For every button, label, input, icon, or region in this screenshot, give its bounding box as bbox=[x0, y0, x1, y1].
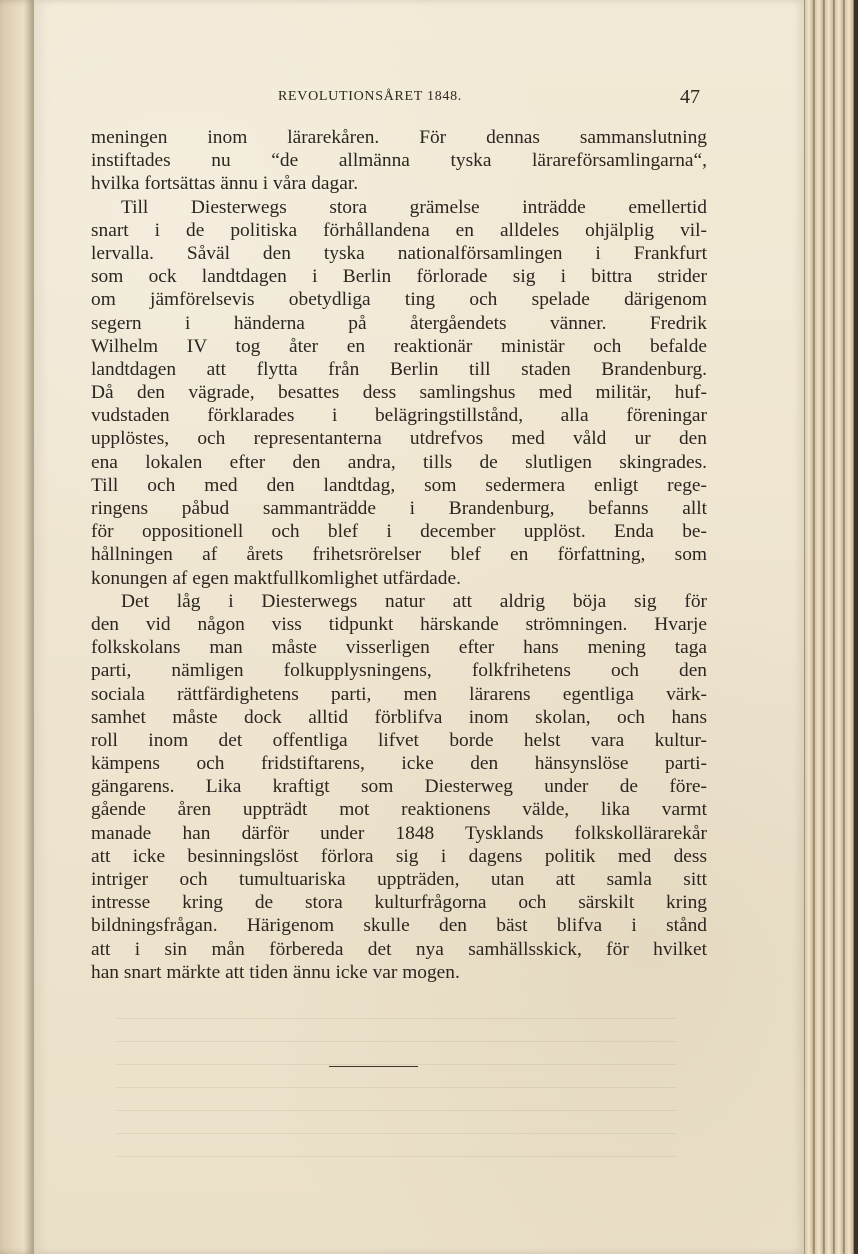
text-line: att i sin mån förbereda det nya samhällsskick, för hvilket bbox=[91, 938, 707, 960]
text-line: parti, nämligen folkupplysningens, folkfrihetens och den bbox=[91, 660, 707, 682]
text-line: konungen af egen maktfullkomlighet utfärdade. bbox=[91, 567, 461, 589]
text-line: roll inom det offentliga lifvet borde helst vara kultur- bbox=[91, 729, 707, 751]
text-line: kämpens och fridstiftarens, icke den hänsynslöse parti- bbox=[91, 753, 707, 775]
text-line: den vid någon viss tidpunkt härskande strömningen. Hvarje bbox=[91, 613, 707, 635]
text-line: hvilka fortsättas ännu i våra dagar. bbox=[91, 173, 359, 195]
page-number: 47 bbox=[680, 86, 700, 108]
left-page-edge bbox=[0, 0, 34, 1254]
show-through-text bbox=[116, 1000, 676, 1160]
text-line: folkskolans man måste visserligen efter hans mening taga bbox=[91, 637, 707, 659]
text-line: instiftades nu “de allmänna tyska lärareförsamlingarna“, bbox=[91, 150, 707, 172]
text-line: vudstaden förklarades i belägringstillstånd, alla föreningar bbox=[91, 405, 707, 427]
running-head: REVOLUTIONSÅRET 1848. bbox=[278, 89, 462, 104]
text-line: ringens påbud sammanträdde i Brandenburg, befanns allt bbox=[91, 498, 707, 519]
text-line: manade han därför under 1848 Tysklands folkskollärarekår bbox=[91, 822, 707, 844]
text-line: intresse kring de stora kulturfrågorna och särskilt kring bbox=[91, 892, 707, 914]
page-edge bbox=[824, 0, 834, 1254]
page-edge bbox=[844, 0, 854, 1254]
text-line: Wilhelm IV tog åter en reaktionär ministär och befalde bbox=[91, 335, 707, 357]
text-line: samhet måste dock alltid förblifva inom skolan, och hans bbox=[91, 706, 707, 728]
text-line: Till Diesterwegs stora grämelse inträdde emellertid bbox=[121, 196, 707, 218]
page-header bbox=[90, 86, 700, 113]
text-line: landtdagen att flytta från Berlin till staden Brandenburg. bbox=[91, 358, 707, 380]
text-line: Till och med den landtdag, som sedermera enligt rege- bbox=[91, 474, 707, 496]
text-line: intriger och tumultuariska uppträden, utan att samla sitt bbox=[91, 869, 707, 890]
body-text bbox=[91, 126, 707, 984]
end-rule bbox=[329, 1066, 418, 1067]
text-line: om jämförelsevis obetydliga ting och spelade därigenom bbox=[91, 289, 707, 311]
text-line: gående åren uppträdt mot reaktionens välde, lika varmt bbox=[91, 799, 707, 821]
text-line: Det låg i Diesterwegs natur att aldrig böja sig för bbox=[121, 590, 707, 612]
text-line: segern i händerna på återgåendets vänner. Fredrik bbox=[91, 312, 707, 334]
text-line: hållningen af årets frihetsrörelser blef en författning, som bbox=[91, 544, 707, 566]
text-line: för oppositionell och blef i december upplöst. Enda be- bbox=[91, 521, 707, 543]
text-line: bildningsfrågan. Härigenom skulle den bäst blifva i stånd bbox=[91, 915, 707, 937]
text-line: att icke besinningslöst förlora sig i dagens politik med dess bbox=[91, 845, 707, 867]
book-page bbox=[34, 0, 804, 1254]
text-line: gängarens. Lika kraftigt som Diesterweg under de före- bbox=[91, 776, 707, 798]
text-line: ena lokalen efter den andra, tills de slutligen skingrades. bbox=[91, 451, 707, 473]
text-line: lervalla. Såväl den tyska nationalförsamlingen i Frankfurt bbox=[91, 242, 707, 264]
text-line: han snart märkte att tiden ännu icke var mogen. bbox=[91, 961, 460, 983]
text-line: snart i de politiska förhållandena en alldeles ohjälplig vil- bbox=[91, 219, 707, 241]
text-line: sociala rättfärdighetens parti, men lärarens egentliga värk- bbox=[91, 683, 707, 705]
page-edge bbox=[834, 0, 844, 1254]
text-line: Då den vägrade, besattes dess samlingshus med militär, huf- bbox=[91, 382, 707, 404]
page-edge bbox=[804, 0, 814, 1254]
text-line: upplöstes, och representanterna utdrefvos med våld ur den bbox=[91, 428, 707, 450]
page-edge bbox=[814, 0, 824, 1254]
text-line: som ock landtdagen i Berlin förlorade sig i bittra strider bbox=[91, 266, 707, 288]
text-line: meningen inom lärarekåren. För dennas sammanslutning bbox=[91, 127, 707, 148]
